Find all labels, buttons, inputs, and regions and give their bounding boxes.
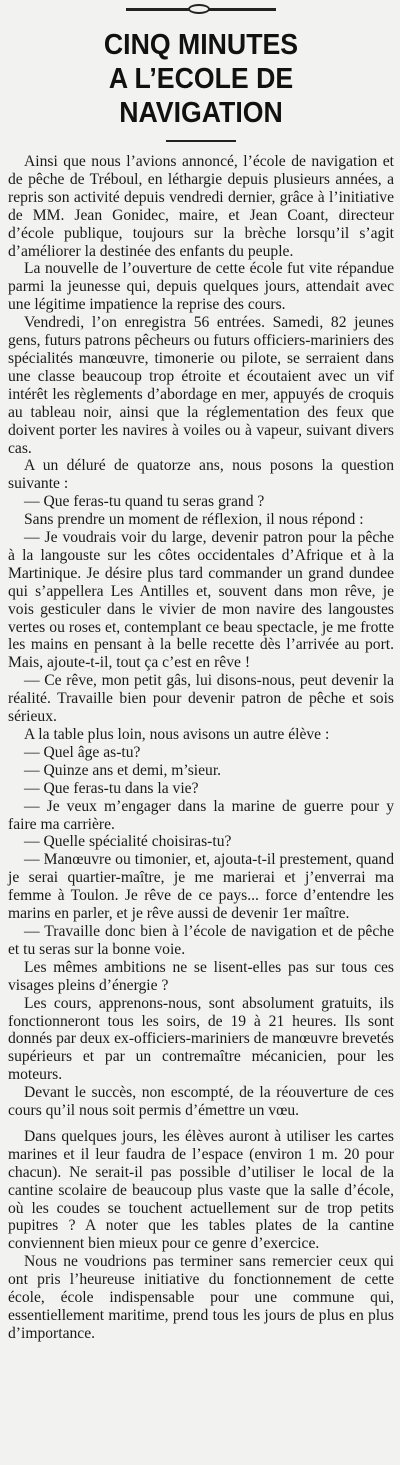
headline-divider [166,140,236,142]
dialogue-line: — Quelle spécialité choisiras-tu? [24,833,232,851]
paragraph-spacer [8,1120,394,1128]
dialogue-line: — Quinze ans et demi, m’sieur. [24,761,222,779]
paragraph: Les mêmes ambitions ne se lisent-elles pas sur tous ces visages pleins d’énergie ? [8,958,394,994]
paragraph: Sans prendre un moment de réflexion, il nous répond : [24,511,364,529]
dialogue-line: — Que feras-tu dans la vie? [24,779,199,797]
paragraph: Dans quelques jours, les élèves auront à utiliser les cartes marines et il leur faudra de l’espace (environ 1 m. 20 pour chacun). Ne serait-il pas possible d’utiliser le local de la cantine scolaire de beaucoup plus vaste que la salle d’école, où les coudes se touchent actuellement sur de trop petits pupitres ? A noter que les tables plates de la cantine conviennent bien mieux pour ce genre d’exercice. [8,1127,394,1253]
paragraph: La nouvelle de l’ouverture de cette école fut vite répandue parmi la jeunesse qui, depuis quelques jours, attendait avec une légitime impatience la reprise des cours. [8,260,394,314]
dialogue-line: — Ce rêve, mon petit gâs, lui disons-nous, peut devenir la réalité. Travaille bien pour devenir patron de pêche et sois sérieux. [8,672,394,726]
paragraph: Vendredi, l’on enregistra 56 entrées. Samedi, 82 jeunes gens, futurs patrons pêcheurs ou futurs officiers-mariniers des spécialités manœuvre, timonerie ou pilote, se serraient dans une classe beaucoup trop étroite et écoutaient avec un vif intérêt les règlements d’abordage en mer, appuyés de croquis au tableau noir, ainsi que la réglementation des feux que doivent porter les navires à voiles ou à vapeur, suivant divers cas. [8,314,394,457]
headline-line-2: A L’ECOLE DE NAVIGATION [108,63,294,129]
dialogue-line: — Quel âge as-tu? [24,743,141,761]
headline-line-1: CINQ MINUTES [103,29,299,61]
paragraph: Nous ne voudrions pas terminer sans remercier ceux qui ont pris l’heureuse initiative du fonctionnement de cette école, école indispensable pour une commune qui, essentiellement maritime, prend tous les jours de plus en plus d’importance. [8,1253,394,1342]
ornament-rule [126,8,276,11]
paragraph: Les cours, apprenons-nous, sont absolument gratuits, ils fonctionneront tous les soirs, de 19 à 21 heures. Ils sont donnés par deux ex-officiers-mariniers de manœuvre brevetés supérieurs et par un contremaître mécanicien, pour les moteurs. [8,994,394,1084]
dialogue-line: — Que feras-tu quand tu seras grand ? [24,493,265,511]
paragraph: A la table plus loin, nous avisons un autre élève : [24,726,330,743]
paragraph: Devant le succès, non escompté, de la réouverture de ces cours qu’il nous soit permis d’émettre un vœu. [8,1084,394,1120]
dialogue-line: — Je veux m’engager dans la marine de guerre pour y faire ma carrière. [8,797,394,833]
article-body [8,153,394,1343]
top-ornament [8,0,394,18]
dialogue-line: — Manœuvre ou timonier, et, ajouta-t-il prestement, quand je serai quartier-maître, je me marierai et j’enverrai ma femme à Toulon. Je rêve de ce pays... force d’entendre les marins en parler, et je rêve aussi de devenir 1er maître. [8,851,394,923]
dialogue-line: — Je voudrais voir du large, devenir patron pour la pêche à la langouste sur les côtes occidentales d’Afrique et à la Martinique. Je désire plus tard commander un grand dundee qui s’appellera Les Antilles et, souvent dans mon rêve, je vois gesticuler dans le vivier de mon navire des langoustes vertes ou roses et, contemplant ce beau spectacle, je me frotte les mains en pensant à la belle recette dès l’arrivée au port. Mais, ajoute-t-il, tout ça c’est en rêve ! [8,529,394,672]
dialogue-line: — Travaille donc bien à l’école de navigation et de pêche et tu seras sur la bonne voie. [8,922,394,958]
paragraph: Ainsi que nous l’avions annoncé, l’école de navigation et de pêche de Tréboul, en léthargie depuis plusieurs années, a repris son activité depuis vendredi dernier, grâce à l’initiative de MM. Jean Gonidec, maire, et Jean Coant, directeur d’école publique, toujours sur la brèche lorsqu’il s’agit d’améliorer la destinée des enfants du peuple. [8,153,394,260]
article-headline [23,28,378,130]
paragraph: A un déluré de quatorze ans, nous posons la question suivante : [8,457,394,493]
